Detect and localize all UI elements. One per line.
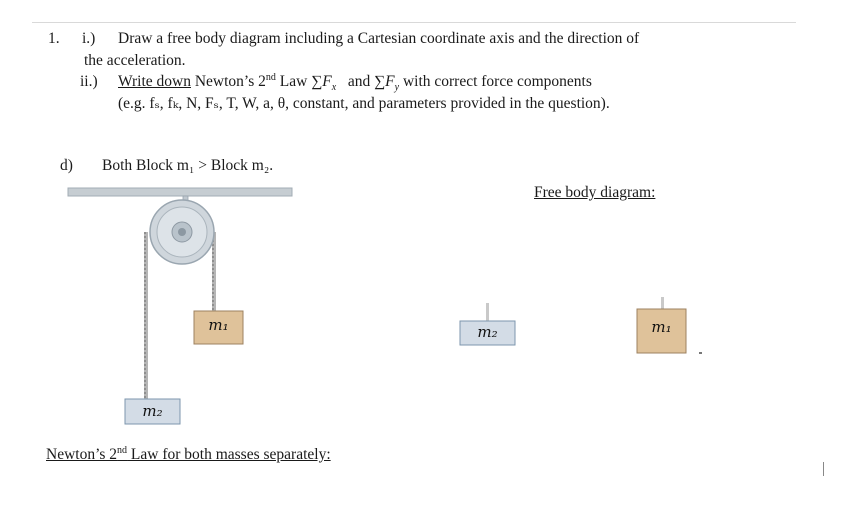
law-text: Law bbox=[275, 73, 312, 90]
part-ii-text-line2: (e.g. fₛ, fₖ, N, Fₛ, T, W, a, θ, constant, and parameters provided in the question). bbox=[118, 95, 610, 112]
label-m2-main: m₂ bbox=[142, 402, 163, 420]
ordinal-superscript: nd bbox=[265, 71, 276, 83]
sum-fx-symbol: ∑ bbox=[311, 73, 323, 90]
rope-left bbox=[144, 232, 148, 400]
newton-law-heading bbox=[46, 446, 331, 464]
part-i-text-line1: Draw a free body diagram including a Cartesian coordinate axis and the direction of bbox=[118, 30, 640, 47]
label-m2-fbd: m₂ bbox=[477, 323, 498, 341]
newton-heading-sup: nd bbox=[117, 444, 128, 456]
newton-heading-suffix: Law for both masses separately: bbox=[127, 446, 331, 463]
label-m1-fbd: m₁ bbox=[651, 318, 672, 336]
fbd-m2-string bbox=[486, 303, 489, 322]
part-ii-marker: ii.) bbox=[80, 73, 98, 90]
and-text: and bbox=[347, 73, 375, 90]
part-d-marker: d) bbox=[60, 157, 73, 174]
sum-fy-symbol: ∑ bbox=[374, 73, 386, 90]
newton-text: Newton’s 2 bbox=[190, 73, 266, 90]
fx-letter: F bbox=[322, 73, 332, 90]
part-i-text-line2: the acceleration. bbox=[84, 52, 186, 69]
part-i-marker: i.) bbox=[82, 30, 96, 47]
ceiling-bar bbox=[68, 188, 292, 196]
text-cursor bbox=[823, 462, 824, 476]
rope-right bbox=[212, 232, 216, 312]
part-d-text: Both Block m₁ > Block m₂. bbox=[102, 157, 274, 174]
fy-letter: F bbox=[385, 73, 395, 90]
newton-heading-prefix: Newton’s 2 bbox=[46, 446, 118, 463]
label-m1-main: m₁ bbox=[208, 316, 229, 334]
write-down-underlined: Write down bbox=[118, 73, 191, 90]
question-number: 1. bbox=[48, 30, 60, 47]
fx-subscript: x bbox=[331, 82, 337, 94]
fy-subscript: y bbox=[394, 82, 400, 94]
tail-text: with correct force components bbox=[399, 73, 592, 90]
fbd-m1-string bbox=[661, 297, 664, 309]
pulley-axle bbox=[178, 228, 186, 236]
free-body-diagram-title: Free body diagram: bbox=[534, 184, 656, 201]
fbd-m1-mark bbox=[699, 352, 702, 354]
